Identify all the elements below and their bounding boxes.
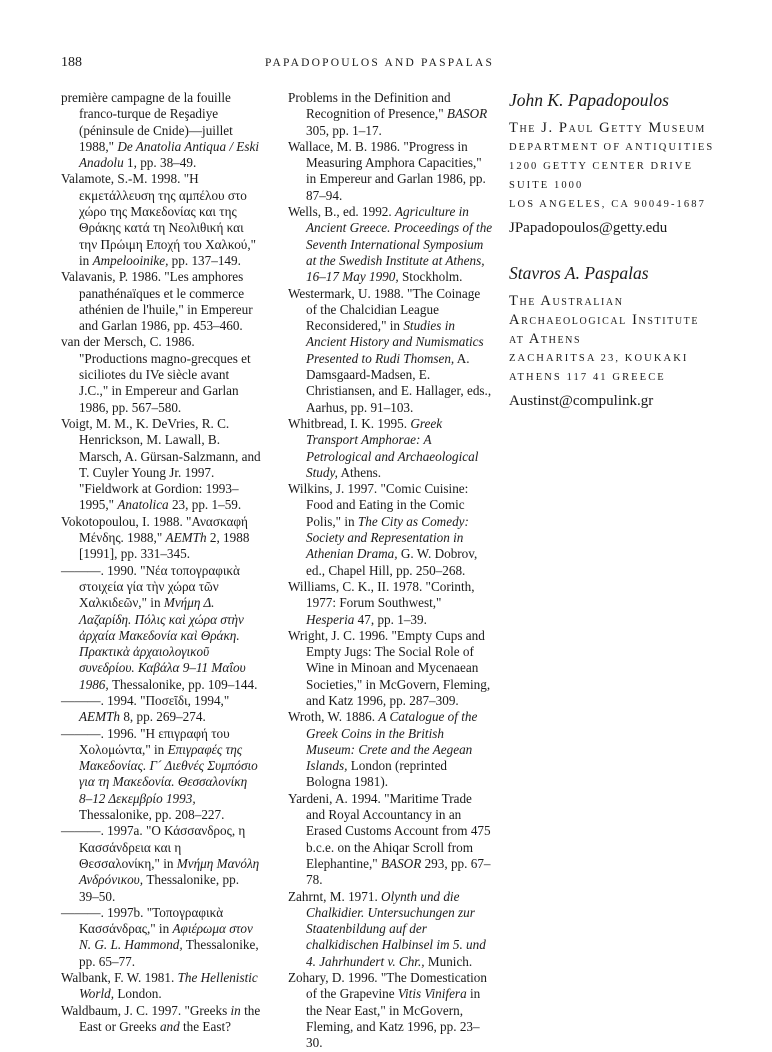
entry-text: Wallace, M. B. 1986. "Progress in Measuring Amphora Capacities," in Empereur and Garlan 1986, pp. 87–94.	[288, 138, 486, 203]
italic-title: Αφιέρωμα στον N. G. L. Hammond,	[79, 921, 253, 953]
entry-text: Zohary, D. 1996. "The Domestication of the Grapevine	[288, 970, 487, 1002]
italic-title: Ampelooinike,	[92, 252, 169, 268]
italic-title: De Anatolia Antiqua / Eski Anadolu	[79, 138, 259, 171]
italic-title: Agriculture in Ancient Greece. Proceedings of the Seventh International Symposium at the Swedish Institute at Athens, 16–17 May 1990,	[306, 204, 493, 285]
address-line: ATHENS 117 41 GREECE	[509, 371, 666, 383]
bibliography-entry	[288, 204, 493, 285]
bibliography-entry	[61, 970, 261, 1003]
address-line: ZACHARITSA 23, KOUKAKI	[509, 352, 689, 364]
bibliography-entry	[61, 726, 261, 824]
entry-text: Walbank, F. W. 1981.	[61, 970, 178, 986]
bibliography-entry	[288, 628, 493, 709]
bibliography-entry	[61, 269, 261, 334]
italic-title: and	[159, 1018, 180, 1034]
entry-text: ———. 1997b. "Τοπογραφικὰ Κασσάνδρας," in	[61, 904, 224, 937]
entry-text: Valavanis, P. 1986. "Les amphores panathénaïques et le commerce athénien de l'huile," in Empereur and Garlan 1986, pp. 453–460.	[61, 269, 253, 334]
italic-title: Επιγραφές της Μακεδονίας. Γ´ Διεθνές Συμπόσιο για τη Μακεδονία. Θεσσαλονίκη 8–12 Δεκεμβρίο 1993,	[79, 741, 258, 806]
entry-text: 2, 1988 [1991], pp. 331–345.	[79, 530, 250, 562]
author-email: JPapadopoulos@getty.edu	[509, 220, 668, 237]
bibliography-entry	[288, 286, 493, 416]
entry-text: in the Near East," in McGovern, Fleming, and Katz 1996, pp. 23–30.	[306, 986, 481, 1051]
entry-text: Stockholm.	[398, 269, 463, 285]
italic-title: Greek Transport Amphorae: A Petrological and Archaeological Study,	[306, 415, 479, 480]
entry-text: 293, pp. 67–78.	[306, 855, 491, 888]
entry-text: Wroth, W. 1886.	[288, 709, 379, 725]
running-head: PAPADOPOULOS AND PASPALAS	[265, 57, 495, 69]
italic-title: A Catalogue of the Greek Coins in the British Museum: Crete and the Aegean Islands,	[306, 709, 478, 774]
italic-title: Olynth und die Chalkidier. Untersuchungen zur Staatenbildung auf der chalkidischen Halbinsel im 5. und 4. Jahrhundert v. Chr.,	[306, 888, 486, 969]
entry-text: ———. 1994. "Ποσεῖδι, 1994,"	[61, 692, 230, 708]
bibliography-entry	[61, 334, 261, 415]
bibliography-entry	[288, 579, 493, 628]
entry-text: Wright, J. C. 1996. "Empty Cups and Empty Jugs: The Social Role of Wine in Minoan and Mycenaean Societies," in McGovern, Fleming, and Katz 1996, pp. 287–309.	[288, 627, 491, 708]
italic-title: BASOR	[446, 106, 488, 122]
address-line: SUITE 1000	[509, 180, 584, 192]
bibliography-entry	[288, 709, 493, 790]
entry-text: Voigt, M. M., K. DeVries, R. C. Henrickson, M. Lawall, B. Marsch, A. Gürsan-Salzmann, and T. Cuyler Young Jr. 1997. "Fieldwork at Gordion: 1993–1995,"	[61, 415, 261, 513]
entry-text: 8, pp. 269–274.	[120, 709, 206, 725]
entry-text: London (reprinted Bologna 1981).	[306, 758, 448, 790]
institution-line: The J. Paul Getty Museum	[509, 120, 706, 137]
entry-text: the East or Greeks	[79, 1002, 261, 1034]
bibliography-entry	[288, 416, 493, 481]
italic-title: Μνήμη Μανόλη Ανδρόνικου,	[79, 855, 260, 888]
page-number: 188	[61, 55, 82, 70]
bibliography-entry	[61, 563, 261, 693]
entry-text: Athens.	[337, 464, 382, 480]
italic-title: AEMTh	[79, 709, 121, 725]
entry-text: Waldbaum, J. C. 1997. "Greeks	[61, 1002, 231, 1018]
entry-text: 1, pp. 38–49.	[123, 155, 197, 171]
italic-title: BASOR	[380, 855, 422, 871]
bibliography-entry	[61, 90, 261, 171]
italic-title: The Hellenistic World,	[79, 970, 258, 1002]
entry-text: Vokotopoulou, I. 1988. "Ανασκαφή Μένδης. 1988,"	[61, 513, 248, 546]
author-name: Stavros A. Paspalas	[509, 262, 649, 283]
entry-text: Problems in the Definition and Recognition of Presence,"	[288, 90, 451, 122]
entry-text: G. W. Dobrov, ed., Chapel Hill, pp. 250–268.	[306, 546, 478, 578]
author-email: Austinst@compulink.gr	[509, 392, 654, 409]
entry-text: Whitbread, I. K. 1995.	[288, 415, 411, 431]
institution-line: The Australian	[509, 292, 624, 309]
bibliography-entry	[288, 139, 493, 204]
entry-text: pp. 137–149.	[168, 252, 241, 268]
entry-text: Williams, C. K., II. 1978. "Corinth, 1977: Forum Southwest,"	[288, 578, 475, 611]
entry-text: A. Damsgaard-Madsen, E. Christiansen, and E. Hallager, eds., Aarhus, pp. 91–103.	[306, 350, 492, 415]
italic-title: AEMTh	[165, 530, 207, 546]
entry-text: ———. 1990. "Νέα τοπογραφικὰ στοιχεία γία τὴν χώρα τῶν Χαλκιδεῶν," in	[61, 562, 240, 611]
italic-title: The City as Comedy: Society and Representation in Athenian Drama,	[306, 513, 469, 562]
entry-text: Valamote, S.-M. 1998. "Η εκμετάλλευση της αμπέλου στο χώρο της Μακεδονίας και της Θράκης κατά τη Νεολιθική και την Πρώιμη Εποχή του Χαλκού," in	[61, 171, 256, 268]
italic-title: Μνήμη Δ. Λαζαρίδη. Πόλις καὶ χώρα στὴν ἀρχαία Μακεδονία καὶ Θράκη. Πρακτικὰ ἀρχαιολογικοῦ συνεδρίου. Καβάλα 9–11 Μαΐου 1986,	[79, 595, 246, 692]
institution-line: at Athens	[509, 330, 582, 347]
bibliography-entry	[61, 1003, 261, 1036]
entry-text: the East?	[179, 1018, 231, 1034]
entry-text: ———. 1996. "Η επιγραφή του Χολομώντα," in	[61, 725, 230, 757]
author-name: John K. Papadopoulos	[509, 90, 669, 110]
italic-title: Hesperia	[306, 611, 355, 627]
entry-text: Zahrnt, M. 1971.	[288, 888, 382, 904]
bibliography-entry	[288, 889, 493, 970]
entry-text: Yardeni, A. 1994. "Maritime Trade and Royal Accountancy in an Erased Customs Account from 475 b.c.e. on the Ahiqar Scroll from Elephantine,"	[288, 790, 491, 871]
bibliography-entry	[61, 693, 261, 726]
bibliography-entry	[61, 905, 261, 970]
address-line: DEPARTMENT OF ANTIQUITIES	[509, 142, 715, 154]
entry-text: Munich.	[424, 953, 473, 969]
bibliography-entry	[288, 791, 493, 889]
italic-title: Studies in Ancient History and Numismatics Presented to Rudi Thomsen,	[306, 318, 484, 366]
institution-line: Archaeological Institute	[509, 311, 700, 328]
bibliography-entry	[61, 416, 261, 514]
entry-text: Wilkins, J. 1997. "Comic Cuisine: Food and Eating in the Comic Polis," in	[288, 481, 469, 529]
entry-text: Westermark, U. 1988. "The Coinage of the Chalcidian League Reconsidered," in	[288, 285, 481, 334]
entry-text: première campagne de la fouille franco-turque de Reşadiye (péninsule de Cnide)—juillet 1988,"	[61, 90, 233, 154]
entry-text: 305, pp. 1–17.	[306, 122, 382, 138]
entry-text: Wells, B., ed. 1992.	[288, 204, 395, 220]
bibliography-entry	[288, 481, 493, 579]
italic-title: Vitis Vinifera	[397, 986, 467, 1002]
bibliography-column-middle	[288, 90, 493, 1052]
entry-text: 23, pp. 1–59.	[168, 497, 242, 513]
bibliography-entry	[288, 970, 493, 1051]
italic-title: Anatolica	[117, 497, 169, 513]
entry-text: Thessalonike, pp. 39–50.	[79, 872, 239, 904]
bibliography-entry	[61, 823, 261, 904]
author-block	[509, 92, 749, 237]
bibliography-entry	[61, 514, 261, 563]
entry-text: Thessalonike, pp. 208–227.	[79, 807, 225, 823]
entry-text: Thessalonike, pp. 109–144.	[108, 676, 258, 692]
bibliography-entry	[288, 90, 493, 139]
author-addresses	[509, 92, 749, 409]
bibliography-entry	[61, 171, 261, 269]
entry-text: 47, pp. 1–39.	[354, 611, 427, 627]
entry-text: Thessalonike, pp. 65–77.	[79, 937, 259, 969]
author-block	[509, 262, 749, 410]
address-line: 1200 GETTY CENTER DRIVE	[509, 161, 694, 173]
entry-text: London.	[114, 986, 162, 1002]
bibliography-column-left	[61, 90, 261, 1035]
entry-text: van der Mersch, C. 1986. "Productions magno-grecques et siciliotes du IVe siècle avant J.C.," in Empereur and Garlan 1986, pp. 567–580.	[61, 334, 251, 415]
italic-title: in	[230, 1002, 241, 1018]
address-line: LOS ANGELES, CA 90049-1687	[509, 199, 706, 211]
entry-text: ———. 1997a. "Ο Κάσσανδρος, η Κασσάνδρεια και η Θεσσαλονίκη," in	[61, 823, 246, 871]
